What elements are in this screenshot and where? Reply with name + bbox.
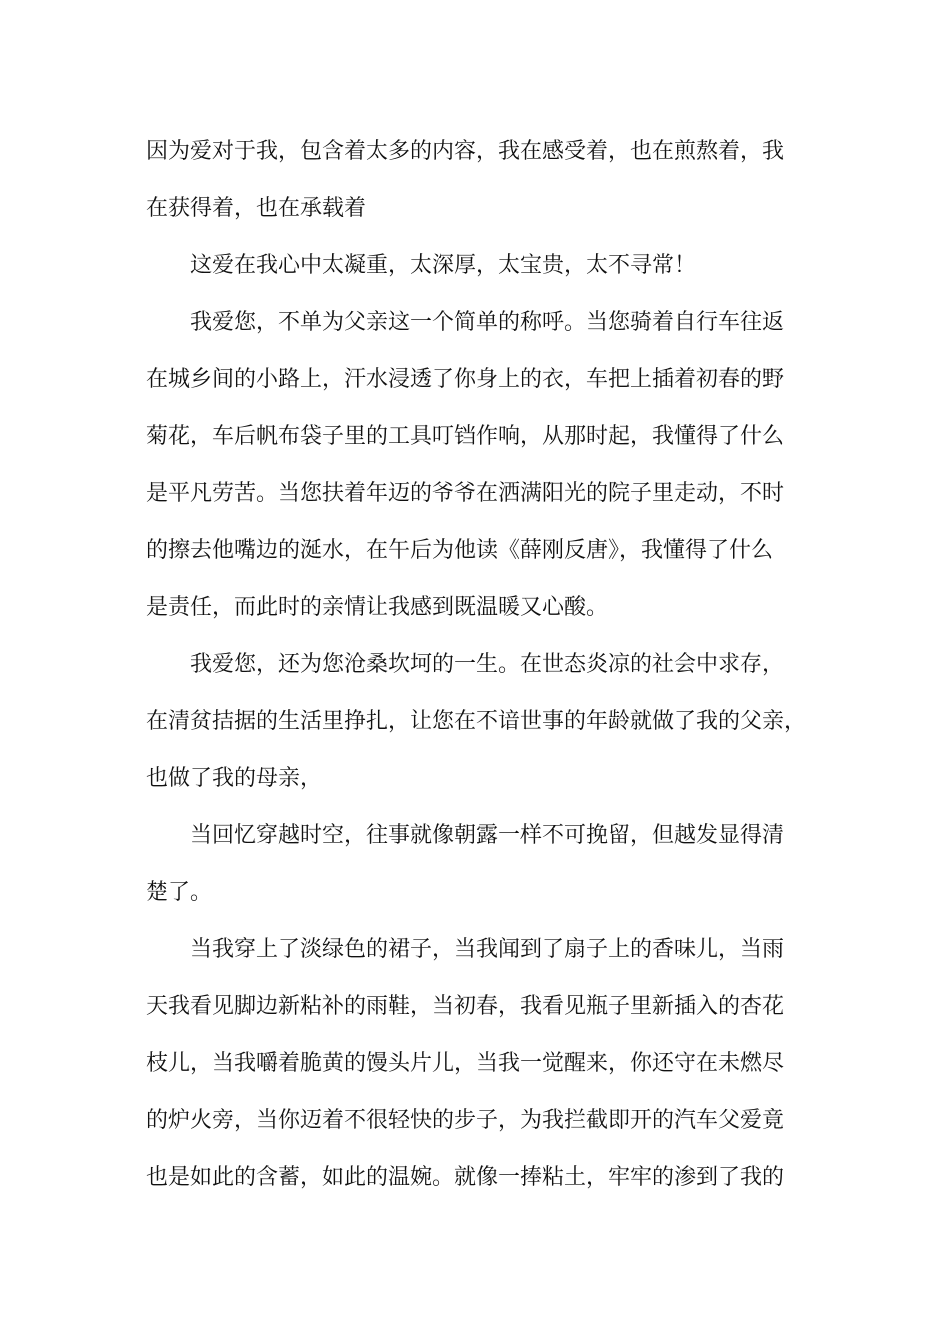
text-line: 也是如此的含蓄，如此的温婉。就像一捧粘土，牢牢的渗到了我的	[146, 1165, 785, 1190]
text-line: 在清贫拮据的生活里挣扎，让您在不谙世事的年龄就做了我的父亲，	[146, 709, 807, 734]
text-line: 天我看见脚边新粘补的雨鞋，当初春，我看见瓶子里新插入的杏花	[146, 994, 785, 1019]
text-line: 是责任，而此时的亲情让我感到既温暖又心酸。	[146, 595, 609, 620]
text-line: 我爱您，不单为父亲这一个简单的称呼。当您骑着自行车往返	[190, 310, 785, 335]
text-line: 菊花，车后帆布袋子里的工具叮铛作响，从那时起，我懂得了什么	[146, 424, 785, 449]
text-line: 是平凡劳苦。当您扶着年迈的爷爷在洒满阳光的院子里走动，不时	[146, 481, 785, 506]
text-line: 当回忆穿越时空，往事就像朝露一样不可挽留，但越发显得清	[190, 823, 785, 848]
text-line: 在城乡间的小路上，汗水浸透了你身上的衣，车把上插着初春的野	[146, 367, 785, 392]
text-line: 这爱在我心中太凝重，太深厚，太宝贵，太不寻常！	[190, 253, 697, 278]
text-line: 也做了我的母亲，	[146, 766, 323, 791]
text-line: 我爱您，还为您沧桑坎坷的一生。在世态炎凉的社会中求存，	[190, 652, 785, 677]
text-line: 楚了。	[146, 880, 213, 905]
text-line: 的擦去他嘴边的涎水，在午后为他读《薛刚反唐》，我懂得了什么	[146, 538, 774, 563]
text-line: 枝儿，当我嚼着脆黄的馒头片儿，当我一觉醒来，你还守在未燃尽	[146, 1051, 785, 1076]
text-line: 当我穿上了淡绿色的裙子，当我闻到了扇子上的香味儿，当雨	[190, 937, 785, 962]
text-line: 的炉火旁，当你迈着不很轻快的步子，为我拦截即开的汽车父爱竟	[146, 1108, 785, 1133]
text-line: 在获得着，也在承载着	[146, 196, 367, 221]
text-line: 因为爱对于我，包含着太多的内容，我在感受着，也在煎熬着，我	[146, 139, 785, 164]
